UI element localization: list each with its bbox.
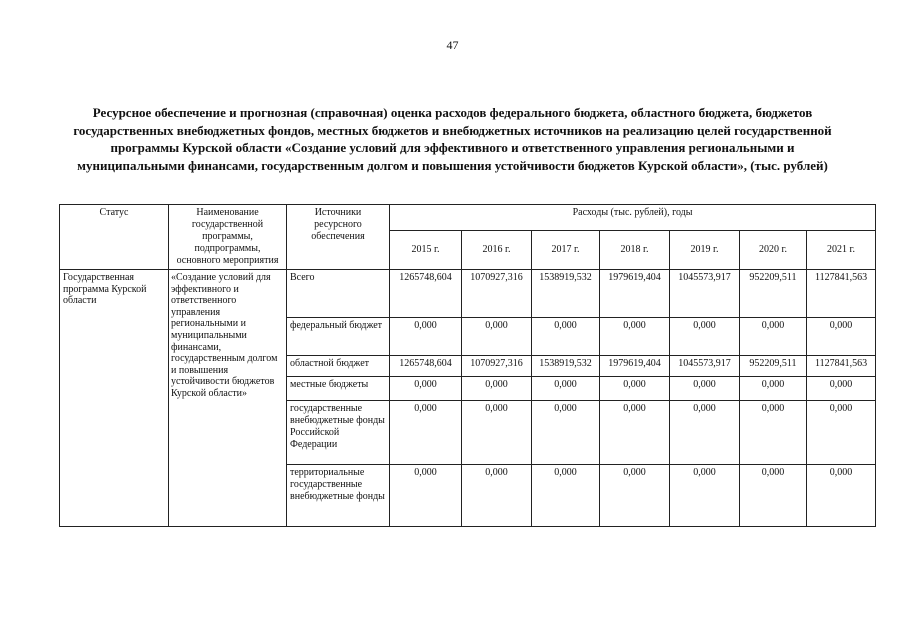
value-cell: 0,000: [670, 318, 740, 356]
value-cell: 952209,511: [740, 270, 807, 318]
value-cell: 1070927,316: [462, 356, 532, 377]
header-status: Статус: [60, 205, 169, 270]
value-cell: 1979619,404: [600, 270, 670, 318]
value-cell: 1127841,563: [807, 270, 876, 318]
value-cell: 0,000: [807, 401, 876, 465]
value-cell: 0,000: [532, 318, 600, 356]
value-cell: 0,000: [600, 377, 670, 401]
value-cell: 0,000: [740, 401, 807, 465]
value-cell: 1070927,316: [462, 270, 532, 318]
value-cell: 0,000: [670, 377, 740, 401]
header-year: 2018 г.: [600, 231, 670, 270]
value-cell: 1265748,604: [390, 270, 462, 318]
document-title: Ресурсное обеспечение и прогнозная (справочная) оценка расходов федерального бюджета, областного бюджета, бюджетов государственных внебюджетных фондов, местных бюджетов и внебюджетных источников на реализацию целей государственной программы Курской области «Создание условий для эффективного и ответственного управления региональными и муниципальными финансами, государственным долгом и повышения устойчивости бюджетов Курской области», (тыс. рублей): [73, 105, 832, 173]
header-year: 2020 г.: [740, 231, 807, 270]
header-year: 2016 г.: [462, 231, 532, 270]
source-cell: местные бюджеты: [287, 377, 390, 401]
value-cell: 1045573,917: [670, 356, 740, 377]
header-expenses: Расходы (тыс. рублей), годы: [390, 205, 876, 231]
value-cell: 0,000: [740, 377, 807, 401]
source-cell: областной бюджет: [287, 356, 390, 377]
value-cell: 0,000: [462, 318, 532, 356]
value-cell: 1127841,563: [807, 356, 876, 377]
program-name-cell: «Создание условий для эффективного и ответственного управления региональными и муниципальными финансами, государственным долгом и повышения устойчивости бюджетов Курской области»: [169, 270, 287, 527]
value-cell: 0,000: [600, 401, 670, 465]
value-cell: 0,000: [807, 318, 876, 356]
value-cell: 0,000: [532, 401, 600, 465]
value-cell: 0,000: [390, 377, 462, 401]
value-cell: 0,000: [462, 401, 532, 465]
value-cell: 0,000: [462, 465, 532, 527]
value-cell: 0,000: [532, 465, 600, 527]
value-cell: 0,000: [807, 377, 876, 401]
value-cell: 0,000: [740, 465, 807, 527]
value-cell: 0,000: [740, 318, 807, 356]
value-cell: 1265748,604: [390, 356, 462, 377]
value-cell: 1538919,532: [532, 356, 600, 377]
header-sources: Источники ресурсного обеспечения: [287, 205, 390, 270]
header-year: 2021 г.: [807, 231, 876, 270]
value-cell: 0,000: [390, 318, 462, 356]
value-cell: 1979619,404: [600, 356, 670, 377]
value-cell: 0,000: [390, 401, 462, 465]
header-year: 2019 г.: [670, 231, 740, 270]
source-cell: федеральный бюджет: [287, 318, 390, 356]
source-cell: государственные внебюджетные фонды Российской Федерации: [287, 401, 390, 465]
value-cell: 0,000: [462, 377, 532, 401]
value-cell: 952209,511: [740, 356, 807, 377]
value-cell: 0,000: [670, 465, 740, 527]
value-cell: 0,000: [390, 465, 462, 527]
value-cell: 0,000: [670, 401, 740, 465]
value-cell: 0,000: [600, 318, 670, 356]
source-cell: территориальные государственные внебюджетные фонды: [287, 465, 390, 527]
value-cell: 1045573,917: [670, 270, 740, 318]
header-year: 2015 г.: [390, 231, 462, 270]
header-year: 2017 г.: [532, 231, 600, 270]
page-number: 47: [446, 38, 459, 52]
resource-table: [59, 204, 876, 527]
status-cell: Государственная программа Курской области: [60, 270, 169, 527]
source-cell: Всего: [287, 270, 390, 318]
value-cell: 1538919,532: [532, 270, 600, 318]
value-cell: 0,000: [532, 377, 600, 401]
value-cell: 0,000: [600, 465, 670, 527]
header-name: Наименование государственной программы, подпрограммы, основного мероприятия: [169, 205, 287, 270]
value-cell: 0,000: [807, 465, 876, 527]
